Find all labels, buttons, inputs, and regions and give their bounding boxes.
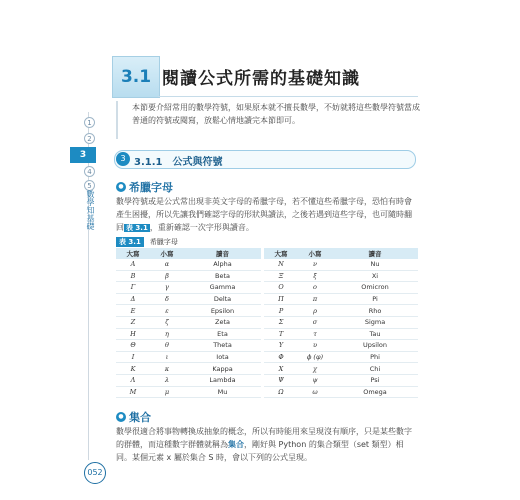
table-row bbox=[116, 259, 418, 270]
greek-paragraph-part-2: ，重新確認一次字形與讀音。 bbox=[149, 223, 254, 232]
uppercase-cell: Ω bbox=[264, 386, 298, 398]
reading-cell: Omega bbox=[332, 386, 418, 398]
reading-cell: Chi bbox=[332, 363, 418, 375]
uppercase-cell: A bbox=[116, 259, 150, 270]
set-section-title: 集合 bbox=[129, 411, 151, 424]
page-number: 052 bbox=[84, 462, 106, 484]
header-reading-right: 讀音 bbox=[332, 248, 418, 259]
lowercase-cell: ο bbox=[298, 282, 332, 294]
reading-cell: Kappa bbox=[184, 363, 261, 375]
uppercase-cell: T bbox=[264, 328, 298, 340]
reading-cell: Nu bbox=[332, 259, 418, 270]
greek-paragraph bbox=[116, 195, 416, 235]
uppercase-cell: Z bbox=[116, 316, 150, 328]
lowercase-cell: υ bbox=[298, 340, 332, 352]
section-title: 閱讀公式所需的基礎知識 bbox=[162, 69, 360, 89]
uppercase-cell: Υ bbox=[264, 340, 298, 352]
table-row bbox=[116, 374, 418, 386]
lowercase-cell: ν bbox=[298, 259, 332, 270]
reading-cell: Tau bbox=[332, 328, 418, 340]
chapter-label: 數學知基礎 bbox=[86, 190, 95, 230]
lowercase-cell: ρ bbox=[298, 305, 332, 317]
table-tag: 表 3.1 bbox=[116, 237, 144, 247]
reading-cell: Mu bbox=[184, 386, 261, 398]
reading-cell: Lambda bbox=[184, 374, 261, 386]
uppercase-cell: O bbox=[264, 282, 298, 294]
lowercase-cell: θ bbox=[150, 340, 184, 352]
bullet-icon: ● bbox=[116, 412, 126, 422]
uppercase-cell: X bbox=[264, 363, 298, 375]
table-row bbox=[116, 386, 418, 398]
reading-cell: Iota bbox=[184, 351, 261, 363]
lowercase-cell: ω bbox=[298, 386, 332, 398]
table-row bbox=[116, 328, 418, 340]
uppercase-cell: P bbox=[264, 305, 298, 317]
lowercase-cell: κ bbox=[150, 363, 184, 375]
lowercase-cell: δ bbox=[150, 293, 184, 305]
lowercase-cell: ψ bbox=[298, 374, 332, 386]
reading-cell: Eta bbox=[184, 328, 261, 340]
uppercase-cell: Π bbox=[264, 293, 298, 305]
table-reference-link[interactable]: 表 3.1 bbox=[126, 224, 148, 232]
table-row bbox=[116, 293, 418, 305]
reading-cell: Omicron bbox=[332, 282, 418, 294]
table-row bbox=[116, 363, 418, 375]
header-upper-right: 大寫 bbox=[264, 248, 298, 259]
lowercase-cell: γ bbox=[150, 282, 184, 294]
section-intro: 本節要介紹常用的數學符號，如果原本就不擅長數學，不妨就將這些數學符號當成普通的符號或閱寫，放鬆心情地讀完本節即可。 bbox=[116, 101, 424, 139]
uppercase-cell: E bbox=[116, 305, 150, 317]
header-lower-right: 小寫 bbox=[298, 248, 332, 259]
uppercase-cell: Λ bbox=[116, 374, 150, 386]
lowercase-cell: π bbox=[298, 293, 332, 305]
section-number-box bbox=[112, 56, 160, 98]
reading-cell: Beta bbox=[184, 270, 261, 282]
table-row bbox=[116, 305, 418, 317]
table-row bbox=[116, 282, 418, 294]
greek-paragraph-part-1: 數學符號或是公式常出現非英文字母的希臘字母，若不懂這些希臘字母，恐怕有時會產生困擾，所以先讓我們確認字母的形狀與讀法，之後若遇到這些字母，也可隨時翻回 bbox=[116, 197, 412, 232]
uppercase-cell: Γ bbox=[116, 282, 150, 294]
chapter-marker-1[interactable]: 1 bbox=[84, 117, 95, 128]
lowercase-cell: χ bbox=[298, 363, 332, 375]
reading-cell: Zeta bbox=[184, 316, 261, 328]
chapter-marker-5[interactable]: 5 bbox=[84, 180, 95, 191]
uppercase-cell: Θ bbox=[116, 340, 150, 352]
set-paragraph-part-2: ，剛好與 Python 的集合類型（set 類型）相同。某個元素 x 屬於集合 S 時，會以下列的公式呈現。 bbox=[116, 440, 404, 462]
table-row bbox=[116, 340, 418, 352]
table-row bbox=[116, 351, 418, 363]
header-reading-left: 讀音 bbox=[184, 248, 261, 259]
lowercase-cell: ι bbox=[150, 351, 184, 363]
set-paragraph bbox=[116, 425, 416, 464]
lowercase-cell: η bbox=[150, 328, 184, 340]
header-underline bbox=[158, 96, 418, 97]
uppercase-cell: Φ bbox=[264, 351, 298, 363]
lowercase-cell: λ bbox=[150, 374, 184, 386]
chapter-marker-4[interactable]: 4 bbox=[84, 166, 95, 177]
reading-cell: Sigma bbox=[332, 316, 418, 328]
uppercase-cell: Ξ bbox=[264, 270, 298, 282]
uppercase-cell: Σ bbox=[264, 316, 298, 328]
lowercase-cell: τ bbox=[298, 328, 332, 340]
reading-cell: Theta bbox=[184, 340, 261, 352]
chapter-marker-3-active[interactable]: 3 bbox=[70, 147, 96, 163]
reading-cell: Psi bbox=[332, 374, 418, 386]
subsection-title: 3.1.1 公式與符號 bbox=[134, 157, 223, 168]
header-lower-left: 小寫 bbox=[150, 248, 184, 259]
reading-cell: Epsilon bbox=[184, 305, 261, 317]
greek-section-title: 希臘字母 bbox=[129, 181, 173, 194]
lowercase-cell: μ bbox=[150, 386, 184, 398]
uppercase-cell: Δ bbox=[116, 293, 150, 305]
table-row bbox=[116, 270, 418, 282]
table-row bbox=[116, 316, 418, 328]
reading-cell: Phi bbox=[332, 351, 418, 363]
section-number: 3.1 bbox=[120, 67, 152, 87]
lowercase-cell: β bbox=[150, 270, 184, 282]
header-upper-left: 大寫 bbox=[116, 248, 150, 259]
uppercase-cell: I bbox=[116, 351, 150, 363]
subsection-icon: 3 bbox=[116, 152, 130, 166]
reading-cell: Pi bbox=[332, 293, 418, 305]
reading-cell: Gamma bbox=[184, 282, 261, 294]
table-header-row bbox=[116, 248, 418, 259]
uppercase-cell: M bbox=[116, 386, 150, 398]
set-paragraph-part-1: 數學很適合將事物轉換成抽象的概念，所以有時能用來呈現沒有順序，只是某些數字的群體，而這種數字群體就稱為 bbox=[116, 427, 412, 449]
uppercase-cell: N bbox=[264, 259, 298, 270]
lowercase-cell: ϕ (φ) bbox=[298, 351, 332, 363]
reading-cell: Upsilon bbox=[332, 340, 418, 352]
chapter-marker-2[interactable]: 2 bbox=[84, 133, 95, 144]
reading-cell: Delta bbox=[184, 293, 261, 305]
uppercase-cell: H bbox=[116, 328, 150, 340]
reading-cell: Xi bbox=[332, 270, 418, 282]
lowercase-cell: ξ bbox=[298, 270, 332, 282]
lowercase-cell: ε bbox=[150, 305, 184, 317]
uppercase-cell: K bbox=[116, 363, 150, 375]
uppercase-cell: B bbox=[116, 270, 150, 282]
reading-cell: Alpha bbox=[184, 259, 261, 270]
lowercase-cell: ζ bbox=[150, 316, 184, 328]
bullet-icon: ● bbox=[116, 182, 126, 192]
set-term: 集合 bbox=[228, 440, 244, 449]
lowercase-cell: σ bbox=[298, 316, 332, 328]
table-caption bbox=[116, 237, 178, 247]
lowercase-cell: α bbox=[150, 259, 184, 270]
uppercase-cell: Ψ bbox=[264, 374, 298, 386]
greek-letter-table bbox=[116, 248, 418, 398]
table-caption-text: 希臘字母 bbox=[149, 238, 178, 246]
reading-cell: Rho bbox=[332, 305, 418, 317]
chapter-rail-line-bottom bbox=[88, 330, 89, 460]
